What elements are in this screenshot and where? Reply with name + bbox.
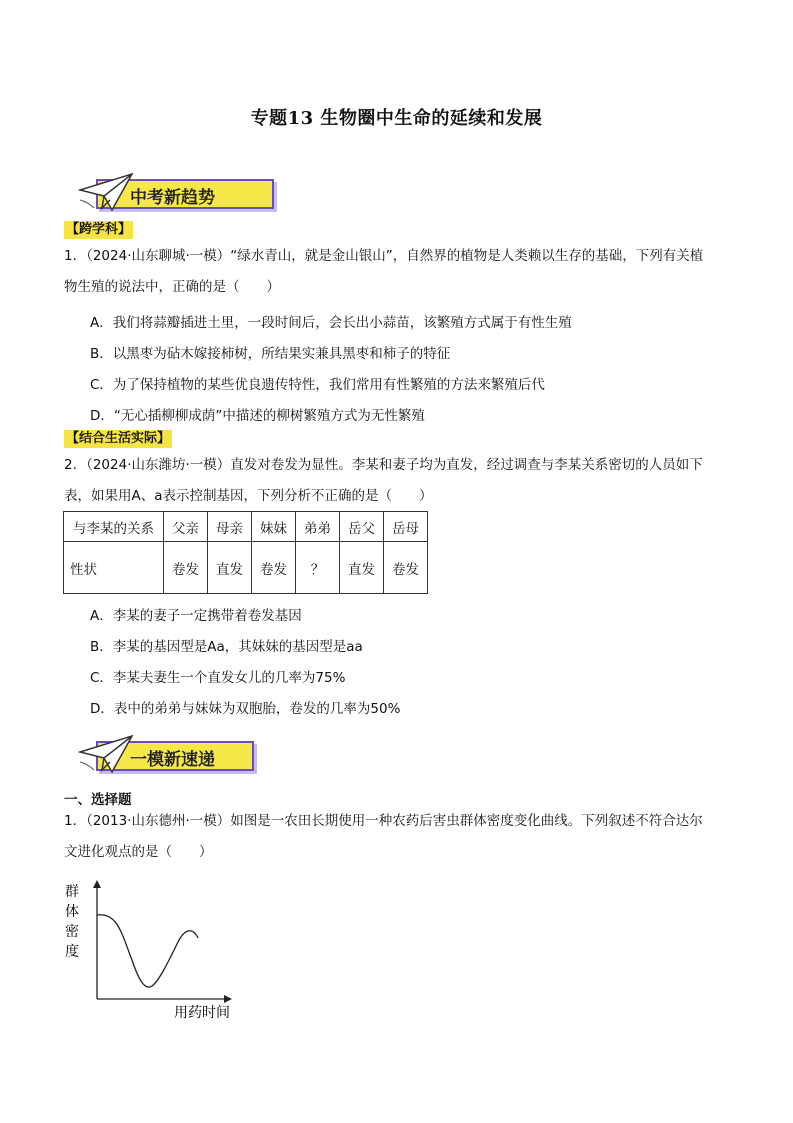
q2-option-c: C．李某夫妻生一个直发女儿的几率为75% — [90, 670, 346, 686]
mock-question-1-line-1: 1．（2013·山东德州·一模）如图是一农田长期使用一种农药后害虫群体密度变化曲线。下列叙述不符合达尔 — [64, 813, 703, 829]
q2-option-d: D．表中的弟弟与妹妹为双胞胎，卷发的几率为50% — [90, 701, 401, 717]
q1-option-a: A．我们将蒜瓣插进土里，一段时间后，会长出小蒜苗，该繁殖方式属于有性生殖 — [90, 315, 572, 331]
y-axis-label-char: 体 — [65, 904, 79, 920]
x-axis-label: 用药时间 — [174, 1005, 230, 1021]
section-banner-trend — [78, 170, 278, 216]
table-row — [64, 542, 428, 594]
question-2-line-2: 表，如果用A、a表示控制基因，下列分析不正确的是（ ） — [64, 488, 433, 504]
table-cell: 岳父 — [340, 512, 384, 542]
section-banner-mock — [78, 732, 258, 778]
table-cell: 与李某的关系 — [64, 512, 164, 542]
relationship-table — [63, 511, 428, 594]
table-row — [64, 512, 428, 542]
table-cell: 卷发 — [384, 542, 428, 594]
mock-question-1-line-2: 文进化观点的是（ ） — [64, 844, 213, 860]
page-title: 专题13 生物圈中生命的延续和发展 — [250, 108, 543, 129]
q1-option-c: C．为了保持植物的某些优良遗传特性，我们常用有性繁殖的方法来繁殖后代 — [90, 377, 545, 393]
question-2 — [64, 450, 728, 512]
x-axis-arrow — [224, 995, 232, 1003]
section-title-mock: 一模新速递 — [130, 750, 215, 770]
y-axis-label-char: 密 — [65, 924, 79, 940]
q1-option-d: D．“无心插柳柳成荫”中描述的柳树繁殖方式为无性繁殖 — [90, 408, 425, 424]
density-curve — [97, 915, 198, 987]
section-title-trend: 中考新趋势 — [130, 188, 215, 208]
mock-question-1 — [64, 806, 728, 868]
question-1 — [64, 241, 728, 303]
q2-option-a: A．李某的妻子一定携带着卷发基因 — [90, 608, 302, 624]
table-cell: 直发 — [208, 542, 252, 594]
y-axis-label-char: 度 — [65, 944, 79, 960]
density-curve-figure — [60, 880, 260, 1025]
y-axis-arrow — [93, 880, 101, 888]
tag-life-practice: 【结合生活实际】 — [66, 431, 171, 446]
table-cell: ？ — [296, 542, 340, 594]
table-cell: 直发 — [340, 542, 384, 594]
table-cell: 父亲 — [164, 512, 208, 542]
question-2-line-1: 2．（2024·山东潍坊·一模）直发对卷发为显性。李某和妻子均为直发，经过调查与李某关系密切的人员如下 — [64, 457, 703, 473]
table-cell: 弟弟 — [296, 512, 340, 542]
table-cell: 卷发 — [164, 542, 208, 594]
q2-option-b: B．李某的基因型是Aa，其妹妹的基因型是aa — [90, 639, 363, 655]
question-1-line-2: 物生殖的说法中，正确的是（ ） — [64, 279, 280, 295]
table-cell: 母亲 — [208, 512, 252, 542]
tag-cross-subject: 【跨学科】 — [66, 222, 132, 237]
table-cell: 性状 — [64, 542, 164, 594]
paper-plane-icon — [78, 732, 138, 778]
table-cell: 卷发 — [252, 542, 296, 594]
question-1-line-1: 1．（2024·山东聊城·一模）“绿水青山，就是金山银山”，自然界的植物是人类赖以生存的基础，下列有关植 — [64, 248, 704, 264]
q1-option-b: B．以黑枣为砧木嫁接柿树，所结果实兼具黑枣和柿子的特征 — [90, 346, 451, 362]
section-heading-choice: 一、选择题 — [64, 792, 132, 808]
paper-plane-icon — [78, 170, 138, 216]
y-axis-label-char: 群 — [65, 884, 79, 900]
table-cell: 岳母 — [384, 512, 428, 542]
table-cell: 妹妹 — [252, 512, 296, 542]
